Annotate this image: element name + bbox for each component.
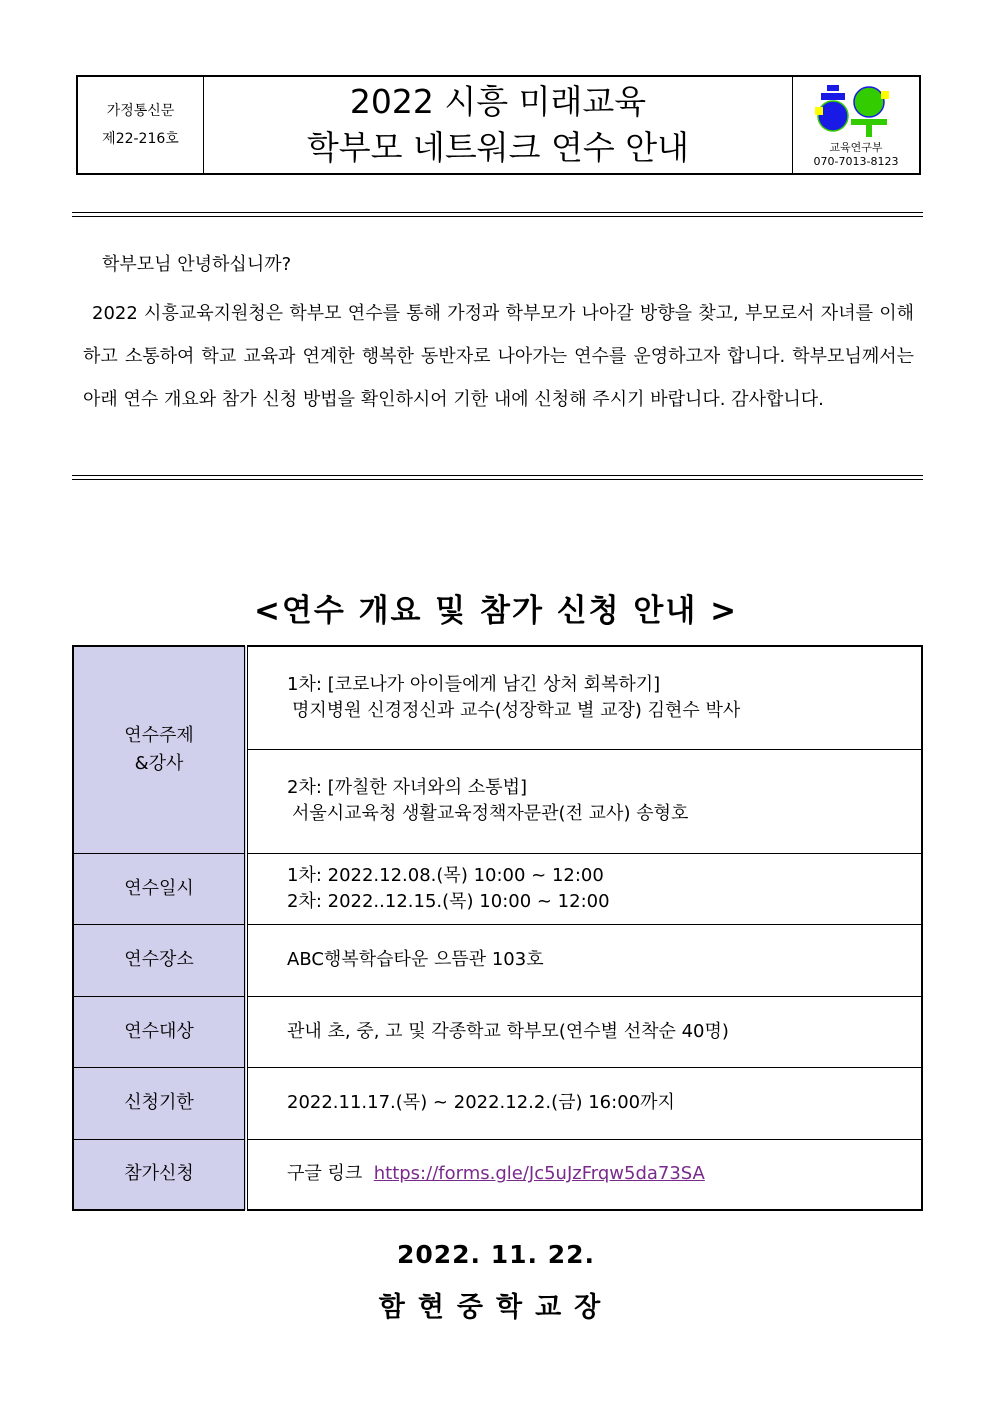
speaker-label: &강사	[134, 752, 184, 774]
apply-prefix: 구글 링크	[287, 1163, 363, 1185]
deadline-label: 신청기한	[73, 1067, 246, 1139]
place-label: 연수장소	[73, 924, 246, 996]
table-row	[73, 853, 922, 924]
table-row	[73, 646, 922, 749]
target-label: 연수대상	[73, 996, 246, 1067]
section-title: <연수 개요 및 참가 신청 안내 >	[253, 593, 739, 629]
principal-signature: 함현중학교장	[378, 1292, 614, 1323]
deadline-value: 2022.11.17.(목) ~ 2022.12.2.(금) 16:00까지	[246, 1067, 922, 1139]
session-1-title: 1차: [코로나가 아이들에게 남긴 상처 회복하기]	[287, 673, 661, 695]
session-2-speaker: 서울시교육청 생활교육정책자문관(전 교사) 송형호	[292, 803, 689, 824]
school-logo-icon	[793, 83, 919, 141]
intro-paragraph: 2022 시흥교육지원청은 학부모 연수를 통해 가정과 학부모가 나아갈 방향을 찾고, 부모로서 자녀를 이해하고 소통하여 학교 교육과 연계한 행복한 동반자로 나아가는 연수를 운영하고자 합니다. 학부모님께서는 아래 연수 개요와 참가 신청 방법을 확인하시어 기한 내에 신청해 주시기 바랍니다. 감사합니다.	[83, 303, 914, 410]
session-2-title: 2차: [까칠한 자녀와의 소통법]	[287, 777, 527, 798]
session-1-cell	[246, 646, 922, 749]
doc-info	[78, 77, 204, 173]
table-row	[73, 1139, 922, 1210]
apply-cell	[246, 1139, 922, 1210]
apply-label: 참가신청	[73, 1139, 246, 1210]
google-form-link[interactable]: https://forms.gle/Jc5uJzFrqw5da73SA	[373, 1163, 705, 1185]
department-box	[792, 77, 919, 173]
letter-header	[76, 75, 921, 175]
divider	[72, 475, 923, 480]
table-row	[73, 1067, 922, 1139]
datetime-label: 연수일시	[73, 853, 246, 924]
target-value: 관내 초, 중, 고 및 각종학교 학부모(연수별 선착순 40명)	[246, 996, 922, 1067]
session-2-cell	[246, 749, 922, 853]
issue-date: 2022. 11. 22.	[396, 1240, 596, 1269]
datetime-1: 1차: 2022.12.08.(목) 10:00 ~ 12:00	[287, 864, 604, 886]
table-row	[73, 996, 922, 1067]
letter-title	[204, 77, 792, 173]
department-phone: 070-7013-8123	[813, 155, 899, 168]
doc-number: 제22-216호	[102, 131, 179, 147]
divider	[72, 212, 923, 217]
title-line-1: 2022 시흥 미래교육	[349, 82, 647, 121]
session-1-speaker: 명지병원 신경정신과 교수(성장학교 별 교장) 김현수 박사	[292, 699, 741, 721]
table-row	[73, 924, 922, 996]
department-name: 교육연구부	[829, 141, 883, 154]
title-line-2: 학부모 네트워크 연수 안내	[306, 128, 690, 167]
doc-type: 가정통신문	[106, 103, 175, 119]
greeting: 학부모님 안녕하십니까?	[102, 254, 292, 275]
training-info-table	[72, 645, 923, 1211]
place-value: ABC행복학습타운 으뜸관 103호	[246, 924, 922, 996]
datetime-2: 2차: 2022..12.15.(목) 10:00 ~ 12:00	[287, 890, 610, 912]
topic-label-cell	[73, 646, 246, 853]
datetime-cell	[246, 853, 922, 924]
topic-label: 연수주제	[124, 724, 194, 746]
